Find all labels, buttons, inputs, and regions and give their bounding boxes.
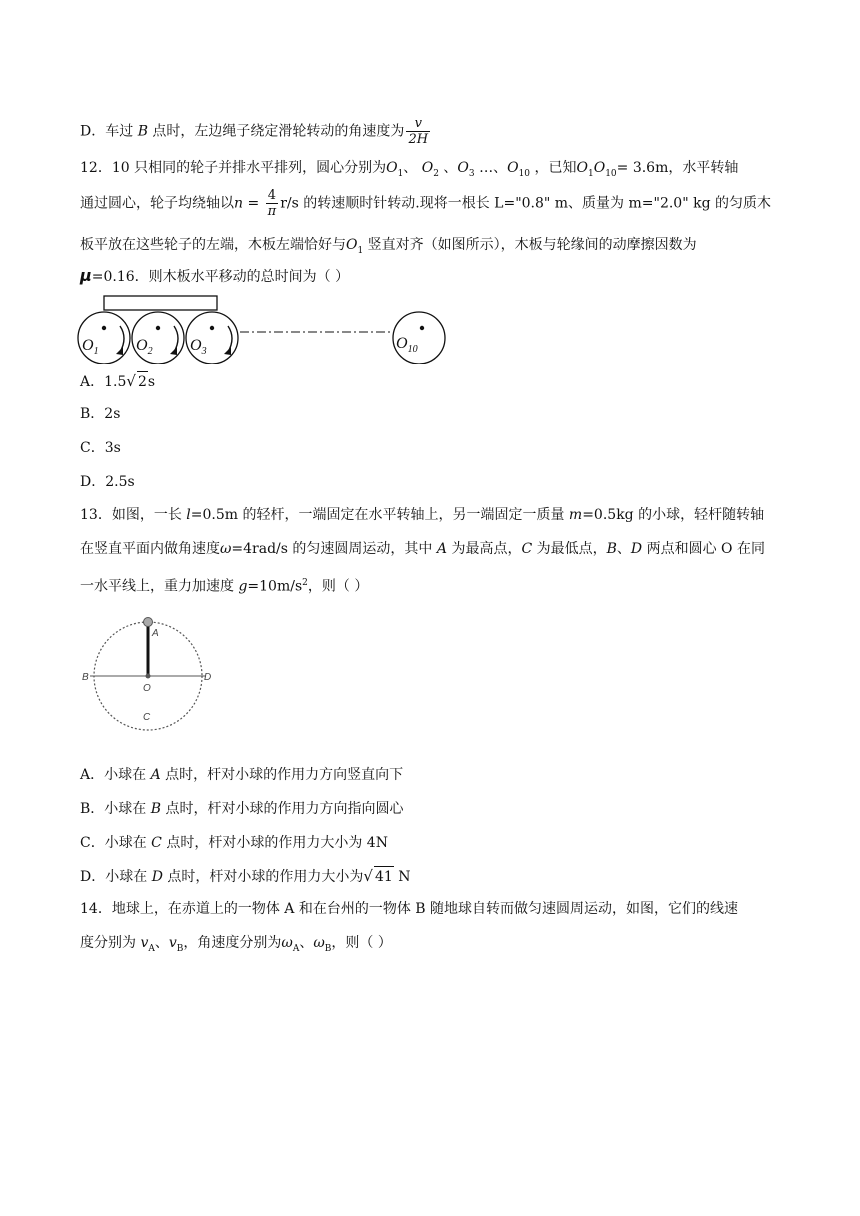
- symbol: ω: [313, 935, 325, 951]
- subscript: A: [292, 943, 300, 954]
- q13-stem-line-2: [80, 539, 765, 559]
- radicand: 41: [374, 866, 394, 887]
- symbol: g: [238, 578, 248, 595]
- text: = 3.6m，水平转轴: [616, 160, 739, 176]
- text: 两点和圆心 O 在同: [642, 541, 765, 557]
- subscript: 3: [468, 168, 475, 179]
- arrow-heads: [116, 347, 231, 355]
- text: 、: [403, 160, 422, 176]
- numerator: v: [406, 116, 430, 132]
- text: 为最高点，: [447, 541, 522, 557]
- subscript: 1: [587, 168, 594, 179]
- center-dots: [102, 326, 424, 330]
- q13-option-b: [80, 799, 404, 819]
- text: ，则（ ）: [307, 578, 369, 595]
- q13-stem-line-3: [80, 573, 368, 597]
- subscript: 2: [433, 168, 439, 179]
- text: 、: [438, 160, 458, 176]
- text: 板平放在这些轮子的左端，木板左端恰好与: [80, 237, 346, 253]
- symbol: v: [168, 935, 177, 951]
- q13-option-d: [80, 866, 410, 887]
- q12-stem-line-1: [80, 158, 738, 184]
- q12-option-c: C．3s: [80, 440, 121, 456]
- numerator: 4: [266, 188, 279, 204]
- wheels-figure: [74, 292, 454, 364]
- q12-option-b: B．2s: [80, 406, 121, 422]
- text: 点时，杆对小球的作用力方向竖直向下: [160, 767, 404, 783]
- q11-option-d: [80, 116, 432, 147]
- text: A．小球在: [80, 767, 151, 783]
- text: ，则（ ）: [331, 935, 392, 951]
- symbol: μ: [80, 266, 92, 285]
- subscript: 10: [605, 168, 617, 179]
- symbol: O: [421, 160, 434, 176]
- denominator: 2H: [408, 132, 429, 147]
- q13-stem-line-1: [80, 505, 764, 525]
- label-a: A: [152, 628, 159, 639]
- text: 为最低点，: [532, 541, 607, 557]
- text: =: [243, 195, 264, 212]
- text: 、: [154, 935, 169, 951]
- text: 12．10 只相同的轮子并排水平排列，圆心分别为: [80, 160, 387, 176]
- radicand: 2: [137, 371, 148, 392]
- sqrt-icon: √: [363, 867, 373, 885]
- text: 、: [299, 935, 314, 951]
- symbol: ω: [220, 541, 232, 557]
- symbol: O: [457, 160, 469, 176]
- circle-rod-figure: [76, 612, 226, 732]
- text: s: [147, 374, 156, 390]
- symbol: A: [436, 541, 447, 557]
- text: 度分别为: [80, 935, 141, 951]
- q12-option-a: [80, 371, 155, 392]
- q13-option-a: [80, 765, 403, 785]
- symbol: O: [593, 160, 606, 176]
- text: =0.16．则木板水平移动的总时间为（ ）: [91, 269, 350, 285]
- label-d: D: [204, 672, 212, 683]
- symbol: C: [151, 835, 162, 851]
- subscript: 1: [397, 168, 404, 179]
- symbol: n: [234, 195, 244, 212]
- text: 一水平线上，重力加速度: [80, 578, 239, 595]
- q14-stem-line-1: 14．地球上，在赤道上的一物体 A 和在台州的一物体 B 随地球自转而做匀速圆周运动，如图，它们的线速: [80, 901, 739, 917]
- symbol: m: [568, 507, 583, 523]
- q12-option-d: D．2.5s: [80, 474, 135, 490]
- symbol: ω: [281, 935, 293, 951]
- label-o3: $O_3$: [190, 337, 207, 357]
- text: 、: [616, 541, 631, 557]
- q14-stem-line-2: [80, 933, 392, 959]
- symbol: D: [630, 541, 643, 557]
- text: …、: [474, 160, 508, 176]
- sqrt-icon: √: [126, 372, 136, 390]
- text: =10m/s: [247, 578, 303, 595]
- subscript: B: [176, 943, 184, 954]
- label-b: B: [82, 672, 89, 683]
- text: ，已知: [530, 160, 577, 176]
- symbol: D: [151, 869, 163, 885]
- q12-stem-line-4: [80, 266, 349, 287]
- label-c: C: [143, 712, 151, 723]
- text: 在竖直平面内做角速度: [80, 541, 220, 557]
- wooden-board: [104, 296, 217, 310]
- text: N: [393, 869, 411, 885]
- text: 13．如图，一长: [80, 507, 187, 523]
- symbol: O: [507, 160, 519, 176]
- symbol: O: [386, 160, 398, 176]
- text: C．小球在: [80, 835, 152, 851]
- text: D．车过: [80, 123, 138, 140]
- q13-option-c: [80, 833, 388, 853]
- symbol: C: [521, 541, 533, 557]
- symbol: l: [186, 507, 191, 523]
- text: D．小球在: [80, 869, 152, 885]
- text: =0.5m 的轻杆，一端固定在水平转轴上，另一端固定一质量: [190, 507, 569, 523]
- text: B．小球在: [80, 801, 151, 817]
- symbol: B: [150, 801, 162, 817]
- text: 通过圆心，轮子均绕轴以: [80, 195, 234, 212]
- text: A．1.5: [80, 374, 127, 390]
- label-o2: $O_2$: [136, 337, 153, 357]
- superscript: 2: [302, 578, 308, 588]
- q12-stem-line-2: [80, 188, 771, 219]
- label-o: O: [143, 683, 151, 694]
- text: 点时，左边绳子绕定滑轮转动的角速度为: [147, 123, 405, 140]
- fraction: [266, 188, 279, 219]
- fraction: [406, 116, 430, 147]
- text: =4rad/s 的匀速圆周运动，其中: [231, 541, 437, 557]
- symbol: O: [346, 237, 358, 253]
- text: ，角速度分别为: [183, 935, 282, 951]
- ball-icon: [144, 618, 153, 627]
- text: =0.5kg 的小球，轻杆随转轴: [582, 507, 765, 523]
- axis-icon: [146, 674, 151, 679]
- text: 点时，杆对小球的作用力大小为 4N: [161, 835, 388, 851]
- symbol: v: [140, 935, 149, 951]
- q12-stem-line-3: [80, 235, 697, 261]
- text: 点时，杆对小球的作用力大小为: [162, 869, 364, 885]
- subscript: 10: [518, 168, 531, 179]
- text: 点时，杆对小球的作用力方向指向圆心: [161, 801, 404, 817]
- symbol: A: [150, 767, 161, 783]
- subscript: B: [324, 943, 332, 954]
- subscript: 1: [357, 245, 364, 256]
- text: 竖直对齐（如图所示），木板与轮缘间的动摩擦因数为: [363, 237, 697, 253]
- denominator: π: [267, 204, 277, 219]
- label-o10: $O_{10}$: [396, 335, 418, 355]
- subscript: A: [148, 943, 155, 954]
- text: r/s 的转速顺时针转动.现将一根长 L="0.8" m、质量为 m="2.0" kg 的匀质木: [280, 195, 772, 212]
- symbol: B: [606, 541, 617, 557]
- label-o1: $O_1$: [82, 337, 99, 357]
- point-label: B: [137, 123, 148, 140]
- symbol: O: [576, 160, 588, 176]
